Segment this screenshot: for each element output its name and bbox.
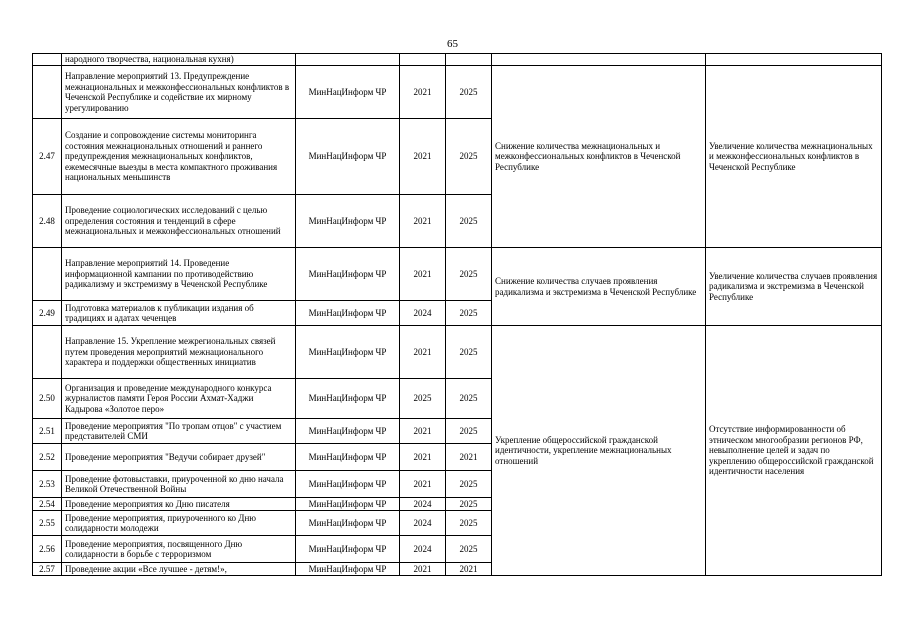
start-year: 2024 <box>400 498 446 511</box>
executor: МинНацИнформ ЧР <box>296 498 400 511</box>
end-year: 2025 <box>446 248 492 301</box>
executor: МинНацИнформ ЧР <box>296 471 400 498</box>
activity-name: Создание и сопровождение системы мониторинга состояния межнациональных отношений и раннего предупреждения межнациональных конфликтов, ежемесячные выезды в места компактного проживания национальных меньшинств <box>62 119 296 195</box>
table-row <box>33 66 882 119</box>
start-year <box>400 54 446 66</box>
start-year: 2021 <box>400 66 446 119</box>
row-number: 2.53 <box>33 471 62 498</box>
activity-name: Проведение акции «Все лучшее - детям!», <box>62 563 296 576</box>
row-number: 2.57 <box>33 563 62 576</box>
start-year: 2021 <box>400 119 446 195</box>
non-implementation-consequence: Увеличение количества межнациональных и межконфессиональных конфликтов в Чеченской Республике <box>706 66 882 248</box>
row-number <box>33 54 62 66</box>
executor: МинНацИнформ ЧР <box>296 119 400 195</box>
activity-name: Проведение мероприятия ко Дню писателя <box>62 498 296 511</box>
row-number <box>33 66 62 119</box>
start-year: 2021 <box>400 444 446 471</box>
executor <box>296 54 400 66</box>
start-year: 2025 <box>400 379 446 419</box>
row-number: 2.47 <box>33 119 62 195</box>
end-year <box>446 54 492 66</box>
row-number: 2.51 <box>33 419 62 444</box>
page-number: 65 <box>447 38 458 50</box>
row-number: 2.56 <box>33 536 62 563</box>
row-number: 2.54 <box>33 498 62 511</box>
row-number: 2.49 <box>33 301 62 326</box>
activity-name: Направление мероприятий 13. Предупреждение межнациональных и межконфессиональных конфликтов в Чеченской Республике и содействие их мирному урегулированию <box>62 66 296 119</box>
expected-result: Снижение количества случаев проявления радикализма и экстремизма в Чеченской Республике <box>492 248 706 326</box>
end-year: 2025 <box>446 511 492 536</box>
executor: МинНацИнформ ЧР <box>296 66 400 119</box>
executor: МинНацИнформ ЧР <box>296 248 400 301</box>
end-year: 2021 <box>446 563 492 576</box>
end-year: 2025 <box>446 471 492 498</box>
executor: МинНацИнформ ЧР <box>296 379 400 419</box>
end-year: 2025 <box>446 301 492 326</box>
activity-name: Направление мероприятий 14. Проведение информационной кампании по противодействию радикализму и экстремизму в Чеченской Республике <box>62 248 296 301</box>
start-year: 2021 <box>400 326 446 379</box>
non-implementation-consequence <box>706 54 882 66</box>
executor: МинНацИнформ ЧР <box>296 444 400 471</box>
activity-name: Проведение социологических исследований с целью определения состояния и тенденций в сфере межнациональных и межконфессиональных отношений <box>62 195 296 248</box>
activity-name: Организация и проведение международного конкурса журналистов памяти Героя России Ахмат-Хаджи Кадырова «Золотое перо» <box>62 379 296 419</box>
executor: МинНацИнформ ЧР <box>296 536 400 563</box>
executor: МинНацИнформ ЧР <box>296 326 400 379</box>
end-year: 2025 <box>446 119 492 195</box>
activity-name: Проведение мероприятия "По тропам отцов" с участием представителей СМИ <box>62 419 296 444</box>
executor: МинНацИнформ ЧР <box>296 301 400 326</box>
table-row <box>33 248 882 301</box>
row-number: 2.50 <box>33 379 62 419</box>
activity-name: Подготовка материалов к публикации издания об традициях и адатах чеченцев <box>62 301 296 326</box>
expected-result <box>492 54 706 66</box>
end-year: 2025 <box>446 195 492 248</box>
row-number <box>33 248 62 301</box>
expected-result: Укрепление общероссийской гражданской идентичности, укрепление межнациональных отношений <box>492 326 706 576</box>
program-table <box>32 53 882 576</box>
non-implementation-consequence: Отсутствие информированности об этническом многообразии регионов РФ, невыполнение целей и задач по укреплению общероссийской гражданской идентичности населения <box>706 326 882 576</box>
activity-name: Проведение мероприятия "Ведучи собирает друзей" <box>62 444 296 471</box>
row-number: 2.48 <box>33 195 62 248</box>
start-year: 2021 <box>400 563 446 576</box>
activity-name: Проведение мероприятия, посвященного Дню солидарности в борьбе с терроризмом <box>62 536 296 563</box>
start-year: 2024 <box>400 511 446 536</box>
start-year: 2021 <box>400 195 446 248</box>
end-year: 2025 <box>446 326 492 379</box>
activity-name: Проведение мероприятия, приуроченного ко Дню солидарности молодежи <box>62 511 296 536</box>
end-year: 2025 <box>446 498 492 511</box>
table-row <box>33 54 882 66</box>
start-year: 2024 <box>400 301 446 326</box>
table-row <box>33 326 882 379</box>
non-implementation-consequence: Увеличение количества случаев проявления радикализма и экстремизма в Чеченской Республике <box>706 248 882 326</box>
end-year: 2025 <box>446 419 492 444</box>
start-year: 2024 <box>400 536 446 563</box>
start-year: 2021 <box>400 248 446 301</box>
end-year: 2025 <box>446 379 492 419</box>
row-number <box>33 326 62 379</box>
executor: МинНацИнформ ЧР <box>296 511 400 536</box>
end-year: 2025 <box>446 536 492 563</box>
start-year: 2021 <box>400 471 446 498</box>
end-year: 2025 <box>446 66 492 119</box>
activity-name: Проведение фотовыставки, приуроченной ко дню начала Великой Отечественной Войны <box>62 471 296 498</box>
end-year: 2021 <box>446 444 492 471</box>
executor: МинНацИнформ ЧР <box>296 419 400 444</box>
executor: МинНацИнформ ЧР <box>296 195 400 248</box>
row-number: 2.55 <box>33 511 62 536</box>
activity-name: народного творчества, национальная кухня) <box>62 54 296 66</box>
activity-name: Направление 15. Укрепление межрегиональных связей путем проведения мероприятий межнационального характера и поддержки общественных инициатив <box>62 326 296 379</box>
start-year: 2021 <box>400 419 446 444</box>
row-number: 2.52 <box>33 444 62 471</box>
executor: МинНацИнформ ЧР <box>296 563 400 576</box>
expected-result: Снижение количества межнациональных и межконфессиональных конфликтов в Чеченской Республике <box>492 66 706 248</box>
